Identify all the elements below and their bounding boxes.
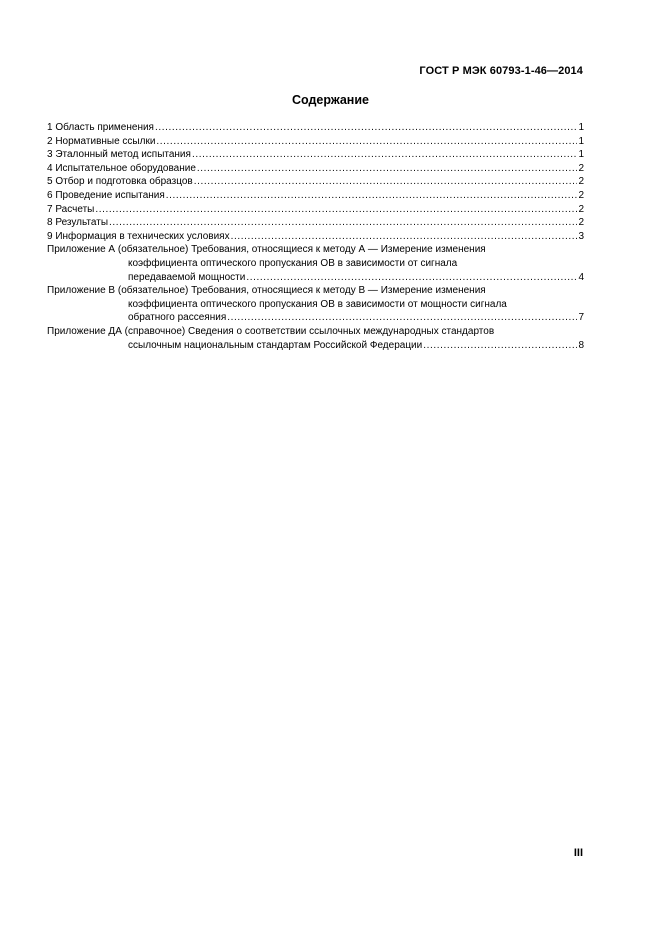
toc-entry-appendix-da[interactable] xyxy=(47,325,584,352)
toc-entry-appendix-b[interactable] xyxy=(47,284,584,325)
toc-entry-label-continued: коэффициента оптического пропускания ОВ в зависимости от мощности сигнала xyxy=(128,298,507,310)
toc-entry[interactable] xyxy=(47,135,584,149)
toc-entry[interactable] xyxy=(47,148,584,162)
dot-leader xyxy=(194,175,578,189)
dot-leader xyxy=(192,148,578,162)
toc-entry-page: 1 xyxy=(578,135,584,147)
dot-leader xyxy=(156,135,577,149)
toc-entry-label-continued: коэффициента оптического пропускания ОВ в зависимости от сигнала xyxy=(128,257,458,269)
dot-leader xyxy=(423,339,577,353)
toc-entry[interactable] xyxy=(47,203,584,217)
toc-entry[interactable] xyxy=(47,189,584,203)
toc-entry-label: Приложение А (обязательное) Требования, относящиеся к методу А — Измерение изменения xyxy=(47,244,486,256)
toc-entry-label: 9 Информация в технических условиях xyxy=(47,230,230,242)
dot-leader xyxy=(109,216,577,230)
toc-entry-label: 7 Расчеты xyxy=(47,203,95,215)
toc-entry[interactable] xyxy=(47,175,584,189)
dot-leader xyxy=(197,162,578,176)
toc-entry-label-continued: передаваемой мощности xyxy=(128,271,246,283)
toc-title: Содержание xyxy=(291,93,369,107)
toc-entry-page: 2 xyxy=(578,203,584,215)
toc-entry-label: 5 Отбор и подготовка образцов xyxy=(47,176,193,188)
toc-entry[interactable] xyxy=(47,162,584,176)
standard-code-header: ГОСТ Р МЭК 60793-1-46—2014 xyxy=(419,65,583,77)
toc-entry-label: Приложение В (обязательное) Требования, относящиеся к методу В — Измерение изменения xyxy=(47,285,486,297)
toc-entry-page: 2 xyxy=(578,189,584,201)
toc-entry-label: 1 Область применения xyxy=(47,122,154,133)
toc-entry-label: Приложение ДА (справочное) Сведения о соответствии ссылочных международных стандартов xyxy=(47,325,495,337)
dot-leader xyxy=(231,230,578,244)
toc-entry[interactable] xyxy=(47,230,584,244)
toc-entry-label: 8 Результаты xyxy=(47,217,109,229)
toc-entry-label: 4 Испытательное оборудование xyxy=(47,162,196,174)
dot-leader xyxy=(166,189,578,203)
toc-entry-label: 3 Эталонный метод испытания xyxy=(47,149,191,161)
dot-leader xyxy=(95,203,577,217)
toc-entry-appendix-a[interactable] xyxy=(47,243,584,284)
toc-entry-label: 6 Проведение испытания xyxy=(47,189,165,201)
toc-entry-page: 1 xyxy=(578,122,584,133)
dot-leader xyxy=(227,311,577,325)
toc-entry-page: 7 xyxy=(578,312,584,324)
toc-entry[interactable] xyxy=(47,121,584,135)
toc-entry-page: 2 xyxy=(578,217,584,229)
toc-entry-page: 4 xyxy=(578,271,584,283)
toc-entry-page: 8 xyxy=(578,339,584,351)
dot-leader xyxy=(246,271,577,285)
toc-entry[interactable] xyxy=(47,216,584,230)
toc-entry-page: 3 xyxy=(578,230,584,242)
toc-entry-page: 2 xyxy=(578,162,584,174)
page-number: III xyxy=(573,847,583,859)
toc-entry-page: 1 xyxy=(578,149,584,161)
dot-leader xyxy=(155,121,577,135)
toc-entry-page: 2 xyxy=(578,176,584,188)
toc-entry-label: 2 Нормативные ссылки xyxy=(47,135,156,147)
toc-entry-label-continued: ссылочным национальным стандартам Российской Федерации xyxy=(128,339,423,351)
table-of-contents xyxy=(47,121,584,352)
toc-entry-label-continued: обратного рассеяния xyxy=(128,312,227,324)
